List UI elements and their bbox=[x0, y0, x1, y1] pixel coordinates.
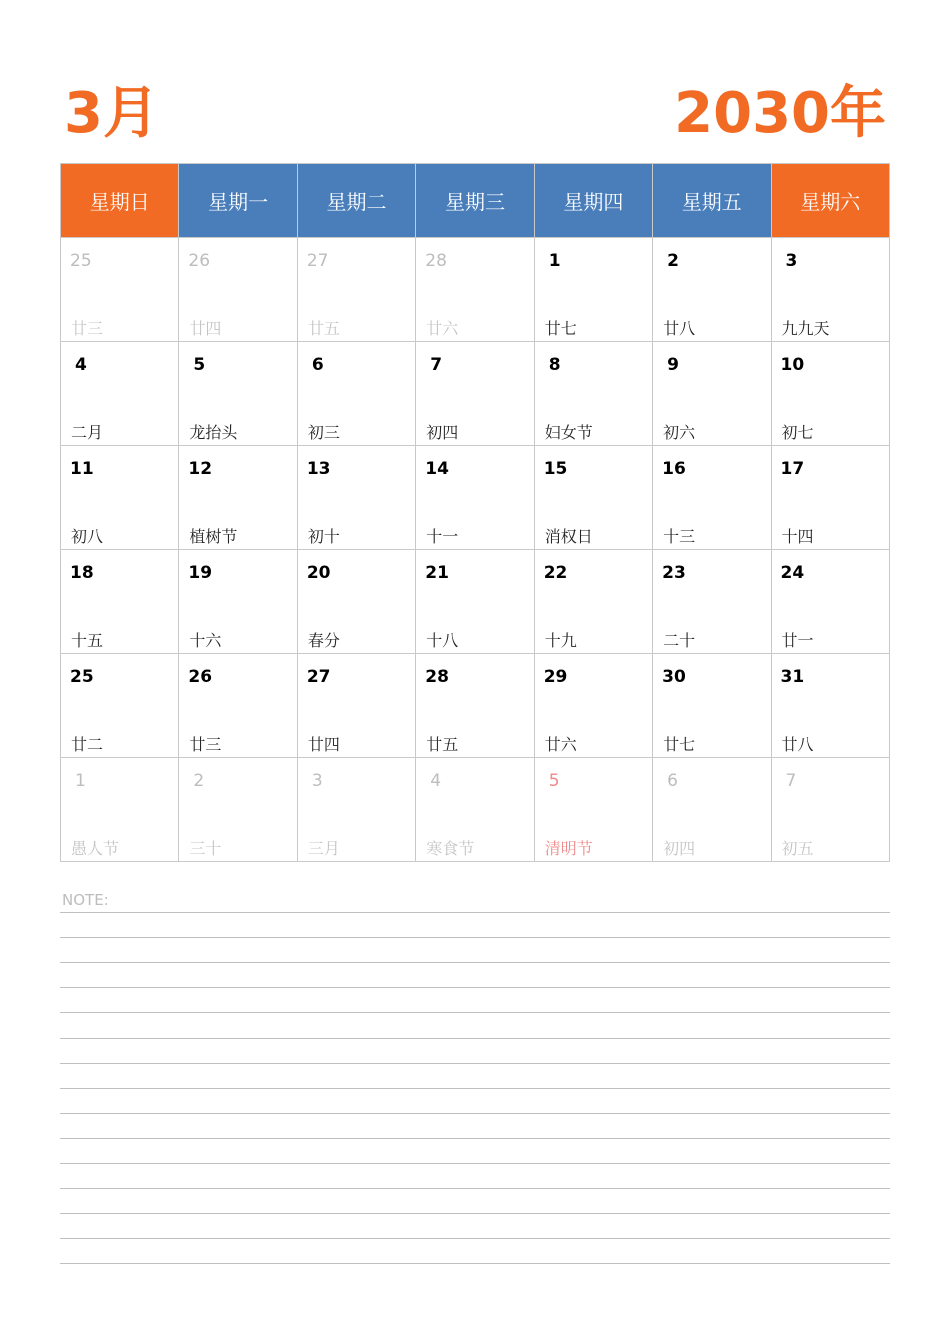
lunar-date: 清明节 bbox=[544, 839, 593, 858]
lunar-date: 植树节 bbox=[189, 527, 238, 546]
day-number: 1 bbox=[75, 771, 86, 791]
calendar-day-cell bbox=[653, 342, 771, 446]
lunar-date: 十一 bbox=[426, 527, 459, 546]
lunar-date: 十三 bbox=[663, 527, 696, 546]
day-number: 31 bbox=[780, 667, 805, 687]
calendar-day-cell bbox=[179, 238, 297, 342]
lunar-date: 廿三 bbox=[189, 735, 222, 754]
note-line bbox=[60, 1213, 890, 1214]
lunar-date: 十五 bbox=[71, 631, 104, 650]
calendar-day-cell bbox=[297, 446, 415, 550]
calendar-day-cell bbox=[61, 550, 179, 654]
day-number: 2 bbox=[193, 771, 205, 791]
calendar-day-cell bbox=[771, 550, 889, 654]
day-number: 2 bbox=[667, 251, 679, 271]
note-line bbox=[60, 1088, 890, 1089]
weekday-header-row bbox=[61, 164, 890, 238]
lunar-date: 妇女节 bbox=[544, 423, 593, 442]
lunar-date: 初四 bbox=[426, 423, 459, 442]
calendar-day-cell bbox=[653, 238, 771, 342]
lunar-date: 廿六 bbox=[426, 319, 459, 338]
calendar-day-cell bbox=[653, 550, 771, 654]
lunar-date: 初七 bbox=[781, 423, 814, 442]
day-number: 6 bbox=[667, 771, 678, 791]
calendar-day-cell bbox=[534, 654, 652, 758]
calendar-day-cell bbox=[179, 654, 297, 758]
day-number: 30 bbox=[662, 667, 686, 687]
calendar-day-cell bbox=[534, 238, 652, 342]
note-line bbox=[60, 962, 890, 963]
calendar-day-cell bbox=[653, 758, 771, 862]
lunar-date: 初三 bbox=[307, 423, 340, 442]
lunar-date: 初四 bbox=[663, 839, 696, 858]
lunar-date: 廿四 bbox=[307, 735, 340, 754]
calendar-day-cell bbox=[534, 342, 652, 446]
calendar-day-cell bbox=[297, 654, 415, 758]
calendar-week-row bbox=[61, 550, 890, 654]
day-number: 29 bbox=[543, 667, 568, 687]
lunar-date: 龙抬头 bbox=[189, 423, 238, 442]
lunar-date: 廿一 bbox=[781, 631, 814, 650]
weekday-saturday: 星期六 bbox=[771, 164, 889, 238]
calendar-day-cell bbox=[771, 238, 889, 342]
day-number: 18 bbox=[70, 563, 94, 583]
day-number: 16 bbox=[662, 459, 686, 479]
lunar-date: 十四 bbox=[781, 527, 814, 546]
day-number: 28 bbox=[425, 667, 449, 687]
day-number: 7 bbox=[785, 771, 797, 791]
notes-label: NOTE: bbox=[62, 891, 109, 909]
calendar-day-cell bbox=[179, 758, 297, 862]
calendar-day-cell bbox=[61, 446, 179, 550]
day-number: 8 bbox=[548, 355, 561, 375]
day-number: 27 bbox=[306, 251, 329, 271]
day-number: 1 bbox=[548, 251, 561, 271]
day-number: 27 bbox=[306, 667, 331, 687]
note-line bbox=[60, 1263, 890, 1264]
calendar-week-row bbox=[61, 758, 890, 862]
calendar-day-cell bbox=[653, 446, 771, 550]
day-number: 19 bbox=[188, 563, 213, 583]
lunar-date: 廿四 bbox=[189, 319, 222, 338]
day-number: 4 bbox=[430, 771, 442, 791]
day-number: 3 bbox=[311, 771, 323, 791]
calendar-day-cell bbox=[179, 446, 297, 550]
lunar-date: 初六 bbox=[663, 423, 696, 442]
day-number: 7 bbox=[430, 355, 443, 375]
day-number: 25 bbox=[70, 667, 94, 687]
calendar-day-cell bbox=[297, 238, 415, 342]
day-number: 3 bbox=[785, 251, 798, 271]
weekday-thursday: 星期四 bbox=[534, 164, 652, 238]
calendar-week-row bbox=[61, 654, 890, 758]
lunar-date: 廿二 bbox=[71, 735, 104, 754]
day-number: 9 bbox=[667, 355, 679, 375]
day-number: 22 bbox=[543, 563, 568, 583]
calendar-day-cell bbox=[771, 654, 889, 758]
day-number: 5 bbox=[548, 771, 560, 791]
calendar-day-cell bbox=[771, 446, 889, 550]
lunar-date: 初八 bbox=[71, 527, 104, 546]
calendar-day-cell bbox=[416, 342, 534, 446]
day-number: 10 bbox=[780, 355, 805, 375]
note-line bbox=[60, 1063, 890, 1064]
lunar-date: 消权日 bbox=[544, 527, 593, 546]
note-line bbox=[60, 912, 890, 913]
day-number: 15 bbox=[543, 459, 568, 479]
month-title: 3月 bbox=[64, 81, 159, 146]
day-number: 26 bbox=[188, 251, 211, 271]
lunar-date: 十六 bbox=[189, 631, 222, 650]
calendar-grid bbox=[60, 163, 890, 862]
lunar-date: 廿八 bbox=[663, 319, 696, 338]
lunar-date: 二十 bbox=[663, 631, 696, 650]
note-line bbox=[60, 937, 890, 938]
weekday-monday: 星期一 bbox=[179, 164, 297, 238]
day-number: 23 bbox=[662, 563, 686, 583]
weekday-friday: 星期五 bbox=[653, 164, 771, 238]
day-number: 28 bbox=[425, 251, 447, 271]
lunar-date: 廿五 bbox=[426, 735, 459, 754]
calendar-week-row bbox=[61, 342, 890, 446]
calendar-day-cell bbox=[416, 654, 534, 758]
note-line bbox=[60, 1238, 890, 1239]
lunar-date: 二月 bbox=[71, 423, 104, 442]
lunar-date: 九九天 bbox=[781, 319, 830, 338]
day-number: 26 bbox=[188, 667, 213, 687]
weekday-sunday: 星期日 bbox=[61, 164, 179, 238]
calendar-week-row bbox=[61, 238, 890, 342]
note-line bbox=[60, 1138, 890, 1139]
calendar-day-cell bbox=[771, 342, 889, 446]
lunar-date: 三月 bbox=[307, 839, 340, 858]
day-number: 21 bbox=[425, 563, 449, 583]
calendar-body bbox=[61, 238, 890, 862]
note-line bbox=[60, 1038, 890, 1039]
calendar-day-cell bbox=[297, 342, 415, 446]
day-number: 11 bbox=[70, 459, 94, 479]
calendar-week-row bbox=[61, 446, 890, 550]
day-number: 5 bbox=[193, 355, 206, 375]
note-line bbox=[60, 987, 890, 988]
note-line bbox=[60, 1012, 890, 1013]
lunar-date: 春分 bbox=[307, 631, 340, 650]
day-number: 12 bbox=[188, 459, 213, 479]
year-title: 2030年 bbox=[674, 81, 886, 146]
calendar-day-cell bbox=[179, 550, 297, 654]
calendar-day-cell bbox=[297, 758, 415, 862]
day-number: 14 bbox=[425, 459, 449, 479]
lunar-date: 廿五 bbox=[307, 319, 340, 338]
calendar-day-cell bbox=[534, 758, 652, 862]
lunar-date: 廿三 bbox=[71, 319, 104, 338]
day-number: 4 bbox=[75, 355, 87, 375]
day-number: 17 bbox=[780, 459, 805, 479]
calendar-day-cell bbox=[61, 238, 179, 342]
calendar-day-cell bbox=[771, 758, 889, 862]
calendar-day-cell bbox=[416, 446, 534, 550]
lunar-date: 三十 bbox=[189, 839, 222, 858]
weekday-wednesday: 星期三 bbox=[416, 164, 534, 238]
calendar-day-cell bbox=[416, 758, 534, 862]
calendar-day-cell bbox=[416, 550, 534, 654]
note-line bbox=[60, 1188, 890, 1189]
calendar-day-cell bbox=[416, 238, 534, 342]
calendar-day-cell bbox=[61, 654, 179, 758]
lunar-date: 初五 bbox=[781, 839, 814, 858]
lunar-date: 廿七 bbox=[663, 735, 696, 754]
note-line bbox=[60, 1163, 890, 1164]
lunar-date: 愚人节 bbox=[71, 839, 120, 858]
lunar-date: 廿七 bbox=[544, 319, 577, 338]
calendar-day-cell bbox=[61, 342, 179, 446]
weekday-tuesday: 星期二 bbox=[297, 164, 415, 238]
day-number: 25 bbox=[70, 251, 92, 271]
day-number: 20 bbox=[306, 563, 331, 583]
calendar-day-cell bbox=[297, 550, 415, 654]
calendar-day-cell bbox=[534, 446, 652, 550]
lunar-date: 十八 bbox=[426, 631, 459, 650]
day-number: 24 bbox=[780, 563, 805, 583]
calendar-day-cell bbox=[653, 654, 771, 758]
calendar-day-cell bbox=[61, 758, 179, 862]
lunar-date: 十九 bbox=[544, 631, 577, 650]
calendar-day-cell bbox=[179, 342, 297, 446]
note-line bbox=[60, 1113, 890, 1114]
calendar-day-cell bbox=[534, 550, 652, 654]
lunar-date: 寒食节 bbox=[426, 839, 475, 858]
lunar-date: 廿八 bbox=[781, 735, 814, 754]
lunar-date: 廿六 bbox=[544, 735, 577, 754]
day-number: 6 bbox=[311, 355, 324, 375]
day-number: 13 bbox=[306, 459, 331, 479]
lunar-date: 初十 bbox=[307, 527, 340, 546]
